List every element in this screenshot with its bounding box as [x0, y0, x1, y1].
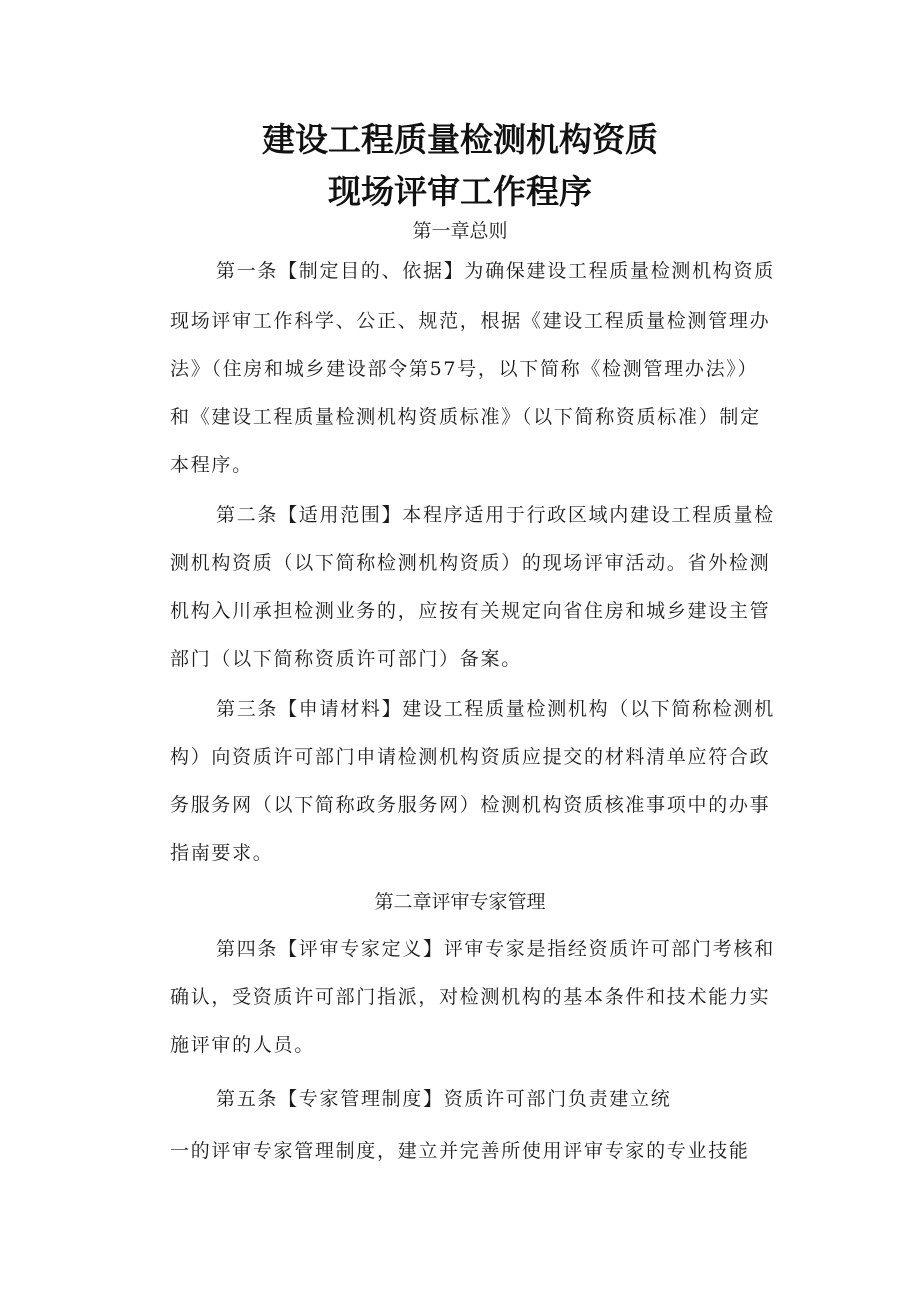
- article-5-line-1: 第五条【专家管理制度】资质许可部门负责建立统: [216, 1088, 672, 1110]
- article-2-line-3: 机构入川承担检测业务的，应按有关规定向省住房和城乡建设主管: [170, 600, 771, 622]
- article-1-line-1: 第一条【制定目的、依据】为确保建设工程质量检测机构资质: [216, 260, 775, 282]
- article-2-line-2: 测机构资质（以下简称检测机构资质）的现场评审活动。省外检测: [170, 552, 771, 574]
- article-5-line-2: 一的评审专家管理制度，建立并完善所使用评审专家的专业技能: [170, 1140, 750, 1162]
- article-3-line-2: 构）向资质许可部门申请检测机构资质应提交的材料清单应符合政: [170, 746, 771, 768]
- document-title-line-2: 现场评审工作程序: [328, 172, 592, 211]
- article-2-line-4: 部门（以下简称资质许可部门）备案。: [170, 648, 522, 670]
- article-3-line-3: 务服务网（以下简称政务服务网）检测机构资质核准事项中的办事: [170, 794, 771, 816]
- article-4-line-3: 施评审的人员。: [170, 1034, 315, 1056]
- article-4-line-2: 确认，受资质许可部门指派，对检测机构的基本条件和技术能力实: [170, 986, 771, 1008]
- article-4-line-1: 第四条【评审专家定义】评审专家是指经资质许可部门考核和: [216, 938, 775, 960]
- article-3-line-1: 第三条【申请材料】建设工程质量检测机构（以下简称检测机: [216, 698, 775, 720]
- article-1-line-4: 和《建设工程质量检测机构资质标准》（以下简称资质标准）制定: [170, 406, 761, 428]
- article-2-line-1: 第二条【适用范围】本程序适用于行政区域内建设工程质量检: [216, 504, 775, 526]
- article-1-line-2: 现场评审工作科学、公正、规范，根据《建设工程质量检测管理办: [170, 310, 771, 332]
- chapter-heading-1: 第一章总则: [412, 220, 508, 242]
- article-3-line-4: 指南要求。: [170, 842, 274, 864]
- document-title-line-1: 建设工程质量检测机构资质: [262, 120, 658, 159]
- chapter-heading-2: 第二章评审专家管理: [374, 891, 546, 913]
- article-1-line-3: 法》（住房和城乡建设部令第57号，以下简称《检测管理办法》）: [170, 358, 759, 380]
- article-1-line-5: 本程序。: [170, 454, 253, 476]
